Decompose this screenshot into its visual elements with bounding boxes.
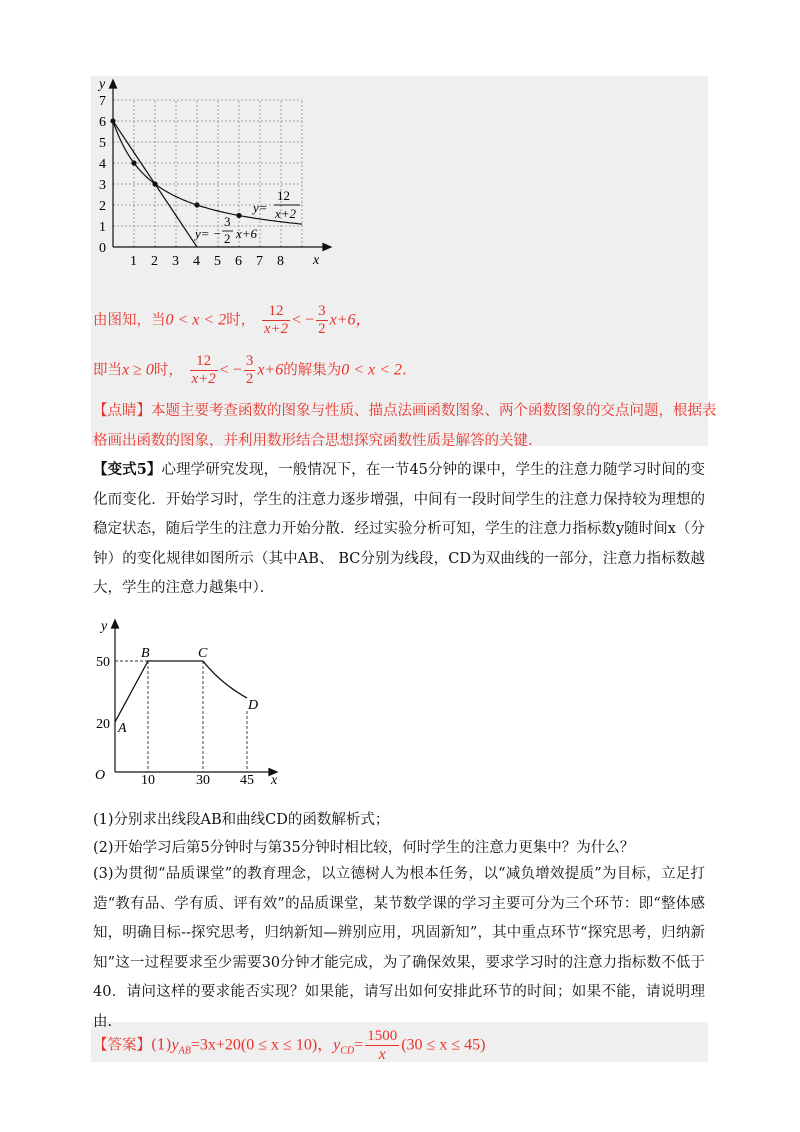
problem-tag: 【变式5】 [93,461,162,478]
point-label-b: B [141,646,150,661]
point-label-c: C [198,646,208,661]
function-graph-1 [91,76,341,271]
graph1-x-axis-label: x [313,253,320,268]
curve-label [251,188,300,221]
graph1-data-point [152,181,157,186]
x-tick-45: 45 [240,773,254,788]
graph1-x-tick: 8 [277,254,284,269]
graph1-x-tick: 5 [214,254,221,269]
curve-cd [203,661,247,698]
x-tick-10: 10 [141,773,155,788]
point-label-d: D [248,698,259,713]
graph1-y-tick: 7 [99,94,106,109]
graph1-y-tick: 6 [99,115,106,130]
graph1-data-point [236,213,241,218]
graph1-data-point [131,160,136,165]
graph1-data-point [110,118,115,123]
fraction-12-over-x-plus-2: $\frac{12}{x+2}$ [263,303,289,337]
y-tick-20: 20 [96,717,110,732]
comment-tag: 【点睛】 [93,403,151,419]
question-3: (3)为贯彻“品质课堂”的教育理念，以立德树人为根本任务，以“减负增效提质”为目标，立足打造“教有品、学有质、评有效”的品质课堂，某节数学课的学习主要可分为三个环节：即“整体感知，明确目标--探究思考，归纳新知—辨别应用，巩固新知”，其中重点环节“探究思考，归纳新知”这一过程要求至少需要30分钟才能完成，为了确保效果，要求学习时的注意力指标数不低于40．请问这样的要求能否实现？如果能，请写出如何安排此环节的时间；如果不能，请说明理由. [93,866,705,1030]
svg-text:y= −: y= − [195,226,222,241]
graph1-y-tick: 4 [99,157,106,172]
answer-tag: 【答案】 [93,1037,151,1054]
question-2: (2)开始学习后第5分钟时与第35分钟时相比较，何时学生的注意力更集中？为什么？ [93,840,635,856]
graph1-x-tick: 2 [151,254,158,269]
svg-text:y=: y= [253,200,268,215]
fraction-3-over-2: $\frac{3}{2}$ [318,303,326,337]
question-1: (1)分别求出线段AB和曲线CD的函数解析式； [93,812,390,828]
graph1-x-tick: 6 [235,254,242,269]
curve-12-over-x-plus-2 [113,121,302,224]
svg-text:3: 3 [224,214,231,229]
graph1-y-tick: 3 [99,178,106,193]
origin-label: O [95,768,106,783]
fraction-1500-over-x: $\frac{1500}{x}$ [367,1028,398,1063]
graph1-y-axis-label: y [99,77,106,92]
y-tick-50: 50 [96,655,110,670]
svg-text:12: 12 [277,188,290,203]
line-label [193,214,258,246]
x-tick-30: 30 [196,773,210,788]
solution-line-2: 即当x ≥ 0时， $\frac{12}{x+2}$ < − $\frac{3}{2}$ x+6的解集为0 < x < 2. [93,353,407,387]
answer-line: 【答案】$(1)y_{AB}=3x+20(0 \le x \le 10)$，$y_{CD}=$ $\frac{1500}{x}$ (30 ≤ x ≤ 45) [93,1028,486,1063]
svg-text:2: 2 [224,231,231,246]
point-label-a: A [118,721,127,736]
svg-text:x+2: x+2 [275,206,297,221]
comment-block: 【点睛】本题主要考查函数的图象与性质、描点法画函数图象、两个函数图象的交点问题，根据表 格画出函数的图象，并利用数形结合思想探究函数性质是解答的关键. [93,403,717,449]
graph1-x-tick: 1 [130,254,137,269]
graph1-y-tick: 1 [99,220,106,235]
graph1-x-tick: 4 [193,254,200,269]
graph1-x-tick: 7 [256,254,263,269]
problem-statement: 【变式5】心理学研究发现，一般情况下，在一节45分钟的课中，学生的注意力随学习时间的变化而变化．开始学习时，学生的注意力逐步增强，中间有一段时间学生的注意力保持较为理想的稳定状态，随后学生的注意力开始分散．经过实验分析可知，学生的注意力指标数y随时间x（分钟）的变化规律如图所示（其中AB、 BC分别为线段，CD为双曲线的一部分，注意力指标数越大，学生的注意力越集中）． [93,461,705,596]
attention-graph [91,614,291,789]
graph2-x-axis-label: x [271,773,278,788]
graph1-y-tick: 0 [99,241,106,256]
graph1-data-point [194,202,199,207]
graph1-y-tick: 5 [99,136,106,151]
graph2-y-axis-label: y [101,619,108,634]
graph1-x-tick: 3 [172,254,179,269]
segment-ab-bc [115,661,203,722]
solution-line-1: 由图知，当0 < x < 2时， $\frac{12}{x+2}$ < − $\frac{3}{2}$ x+6， [93,303,372,337]
svg-text:x+6: x+6 [236,226,258,241]
graph1-y-tick: 2 [99,199,106,214]
